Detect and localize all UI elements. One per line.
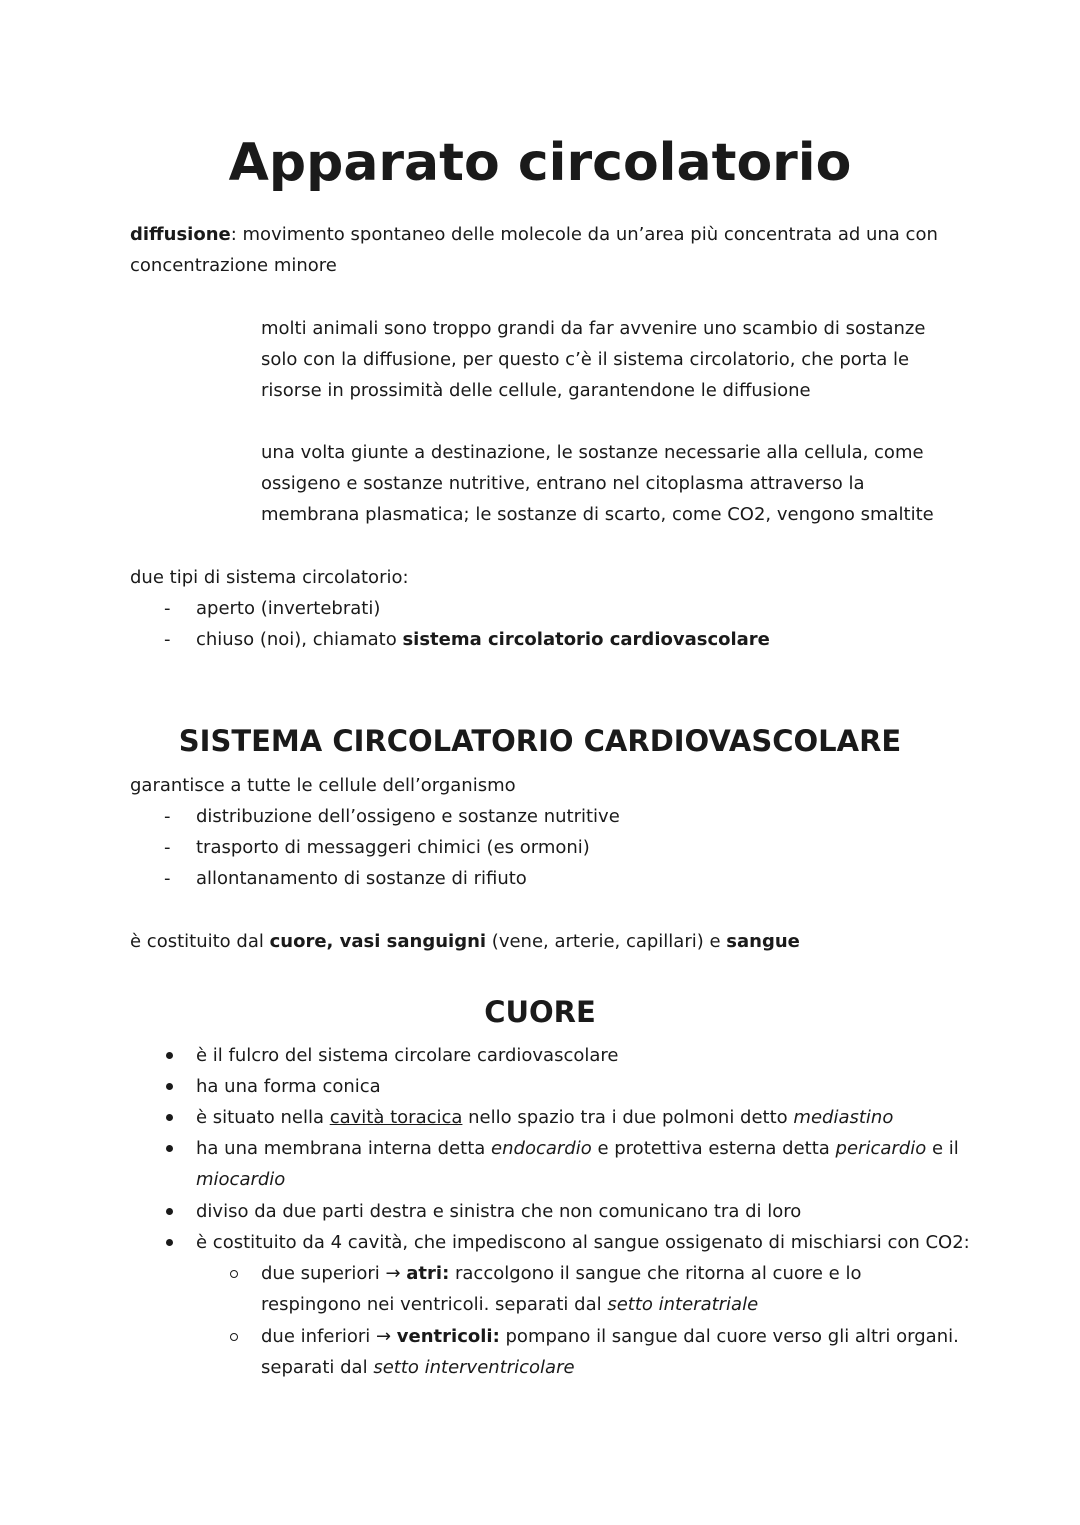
list-item: diviso da due parti destra e sinistra che non comunicano tra di loro — [196, 1201, 802, 1222]
paragraph-line: ossigeno e sostanze nutritive, entrano nel citoplasma attraverso la — [261, 473, 865, 494]
dash-bullet: - — [164, 837, 171, 858]
diffusion-definition: diffusione: movimento spontaneo delle molecole da un’area più concentrata ad una con — [130, 224, 938, 245]
bullet-dot — [166, 1239, 173, 1246]
list-item: trasporto di messaggeri chimici (es ormoni) — [196, 837, 590, 858]
sub-list-item: due inferiori → ventricoli: pompano il sangue dal cuore verso gli altri organi. — [261, 1326, 959, 1347]
bullet-dot — [166, 1083, 173, 1090]
diffusion-term: diffusione — [130, 224, 231, 245]
bullet-dot — [166, 1145, 173, 1152]
list-item-cont: miocardio — [196, 1169, 286, 1190]
list-item: è il fulcro del sistema circolare cardiovascolare — [196, 1045, 619, 1066]
sub-bullet-circle — [230, 1333, 238, 1341]
paragraph-line: una volta giunte a destinazione, le sostanze necessarie alla cellula, come — [261, 442, 924, 463]
paragraph-line: molti animali sono troppo grandi da far avvenire uno scambio di sostanze — [261, 318, 926, 339]
bullet-dot — [166, 1208, 173, 1215]
sub-list-item: due superiori → atri: raccolgono il sangue che ritorna al cuore e lo — [261, 1263, 862, 1284]
bullet-dot — [166, 1114, 173, 1121]
dash-bullet: - — [164, 598, 171, 619]
list-item: è situato nella cavità toracica nello spazio tra i due polmoni detto mediastino — [196, 1107, 894, 1128]
types-heading: due tipi di sistema circolatorio: — [130, 567, 409, 588]
list-item: distribuzione dell’ossigeno e sostanze nutritive — [196, 806, 620, 827]
bullet-dot — [166, 1052, 173, 1059]
list-item: è costituito da 4 cavità, che impediscono al sangue ossigenato di mischiarsi con CO2: — [196, 1232, 970, 1253]
list-item: aperto (invertebrati) — [196, 598, 381, 619]
list-item: chiuso (noi), chiamato sistema circolatorio cardiovascolare — [196, 629, 770, 650]
paragraph-line: membrana plasmatica; le sostanze di scarto, come CO2, vengono smaltite — [261, 504, 934, 525]
dash-bullet: - — [164, 629, 171, 650]
cardio-intro: garantisce a tutte le cellule dell’organismo — [130, 775, 516, 796]
sub-bullet-circle — [230, 1270, 238, 1278]
sub-list-item-cont: respingono nei ventricoli. separati dal setto interatriale — [261, 1294, 759, 1315]
page-title: Apparato circolatorio — [228, 133, 852, 193]
list-item: ha una membrana interna detta endocardio e protettiva esterna detta pericardio e il — [196, 1138, 959, 1159]
section-heading-cardio: SISTEMA CIRCOLATORIO CARDIOVASCOLARE — [178, 724, 902, 758]
paragraph-line: solo con la diffusione, per questo c’è il sistema circolatorio, che porta le — [261, 349, 910, 370]
dash-bullet: - — [164, 868, 171, 889]
cardio-composition: è costituito dal cuore, vasi sanguigni (vene, arterie, capillari) e sangue — [130, 931, 800, 952]
paragraph-line: risorse in prossimità delle cellule, garantendone le diffusione — [261, 380, 811, 401]
section-heading-heart: CUORE — [484, 995, 596, 1029]
list-item: allontanamento di sostanze di rifiuto — [196, 868, 527, 889]
list-item: ha una forma conica — [196, 1076, 381, 1097]
sub-list-item-cont: separati dal setto interventricolare — [261, 1357, 575, 1378]
diffusion-definition-cont: concentrazione minore — [130, 255, 337, 276]
dash-bullet: - — [164, 806, 171, 827]
